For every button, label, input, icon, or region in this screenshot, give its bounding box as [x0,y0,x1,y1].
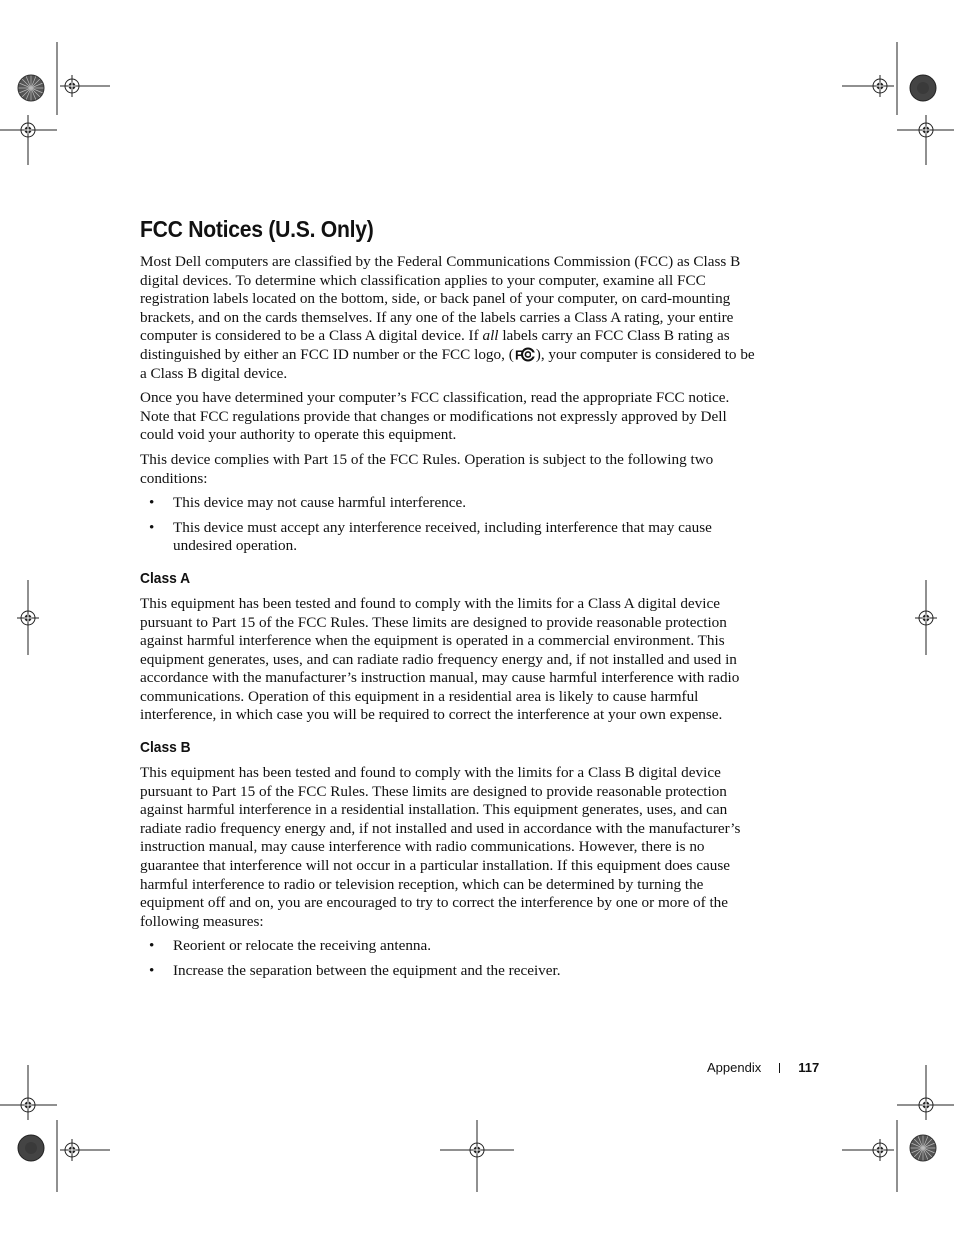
registration-mark-icon [61,75,83,97]
fcc-logo-icon [515,347,535,362]
page-footer [707,1060,819,1075]
intro-text: Most Dell computers are classified by the Federal Communications Commission (FCC) as Class B digital devices. To determine which classification applies to your computer, examine all FCC registration labels located on the bottom, side, or back panel of your computer, on card-mounting brackets, and on the cards themselves. If any one of the labels carries a Class A rating, your entire computer is considered to be a Class A digital device. If [140,253,741,345]
registration-mark-icon [915,1094,937,1116]
list-item [140,937,760,956]
page-title: FCC Notices (U.S. Only) [140,216,374,242]
intro-text: ), your computer is considered to be a Class B digital device. [140,345,755,382]
print-wheel-icon [910,1135,936,1161]
intro-text: labels carry an FCC Class B rating as distinguished by either an FCC ID number or the FCC logo, ( [140,327,730,363]
class-b-heading: Class B [140,739,191,757]
registration-mark-icon [61,1139,83,1161]
list-item [140,962,760,981]
intro-emphasis: all [482,327,499,345]
print-wheel-icon [910,75,936,101]
conditions-list [140,494,760,556]
footer-section: Appendix [707,1060,762,1075]
list-item-text: This device must accept any interference received, including interference that may cause undesired operation. [173,518,712,555]
registration-mark-icon [17,607,39,629]
registration-mark-icon [466,1139,488,1161]
page-number: 117 [798,1060,820,1075]
print-wheel-icon [18,75,44,101]
bullet: • [149,518,155,536]
svg-text:F: F [514,347,523,362]
list-item [140,519,760,556]
class-a-paragraph: This equipment has been tested and found to comply with the limits for a Class A digital device pursuant to Part 15 of the FCC Rules. These limits are designed to provide reasonable protection against harmful interference when the equipment is operated in a commercial environment. This equipment generates, uses, and can radiate radio frequency energy and, if not installed and used in accordance with the manufacturer’s instruction manual, may cause harmful interference with radio communications. Operation of this equipment in a residential area is likely to cause harmful interference, in which case you will be required to correct the interference at your own expense. [140,594,740,724]
registration-mark-icon [915,607,937,629]
registration-mark-icon [17,1094,39,1116]
main-content [140,216,760,987]
bullet: • [149,962,155,979]
registration-mark-icon [915,119,937,141]
bullet: • [149,937,155,955]
bullet: • [149,494,155,512]
footer-divider [779,1063,780,1073]
list-item-text: Increase the separation between the equipment and the receiver. [173,962,561,979]
list-item-text: This device may not cause harmful interference. [173,494,467,512]
registration-mark-icon [869,75,891,97]
compliance-paragraph: This device complies with Part 15 of the FCC Rules. Operation is subject to the following two conditions: [140,450,714,487]
intro-paragraph [140,253,760,383]
class-a-heading: Class A [140,569,191,587]
registration-mark-icon [17,119,39,141]
registration-mark-icon [869,1139,891,1161]
print-wheel-icon [18,1135,44,1161]
list-item [140,494,760,513]
class-b-paragraph: This equipment has been tested and found to comply with the limits for a Class B digital device pursuant to Part 15 of the FCC Rules. These limits are designed to provide reasonable protection against harmful interference in a residential installation. This equipment generates, uses, and can radiate radio frequency energy and, if not installed and used in accordance with the manufacturer’s instruction manual, may cause interference with radio communications. However, there is no guarantee that interference will not occur in a particular installation. If this equipment does cause harmful interference to radio or television reception, which can be determined by turning the equipment off and on, you are encouraged to try to correct the interference by one or more of the following measures: [140,764,741,930]
classification-paragraph: Once you have determined your computer’s FCC classification, read the appropriate FCC notice. Note that FCC regulations provide that changes or modifications not expressly approved by Dell could void your authority to operate this equipment. [140,389,730,444]
measures-list [140,937,760,980]
list-item-text: Reorient or relocate the receiving antenna. [173,937,432,955]
